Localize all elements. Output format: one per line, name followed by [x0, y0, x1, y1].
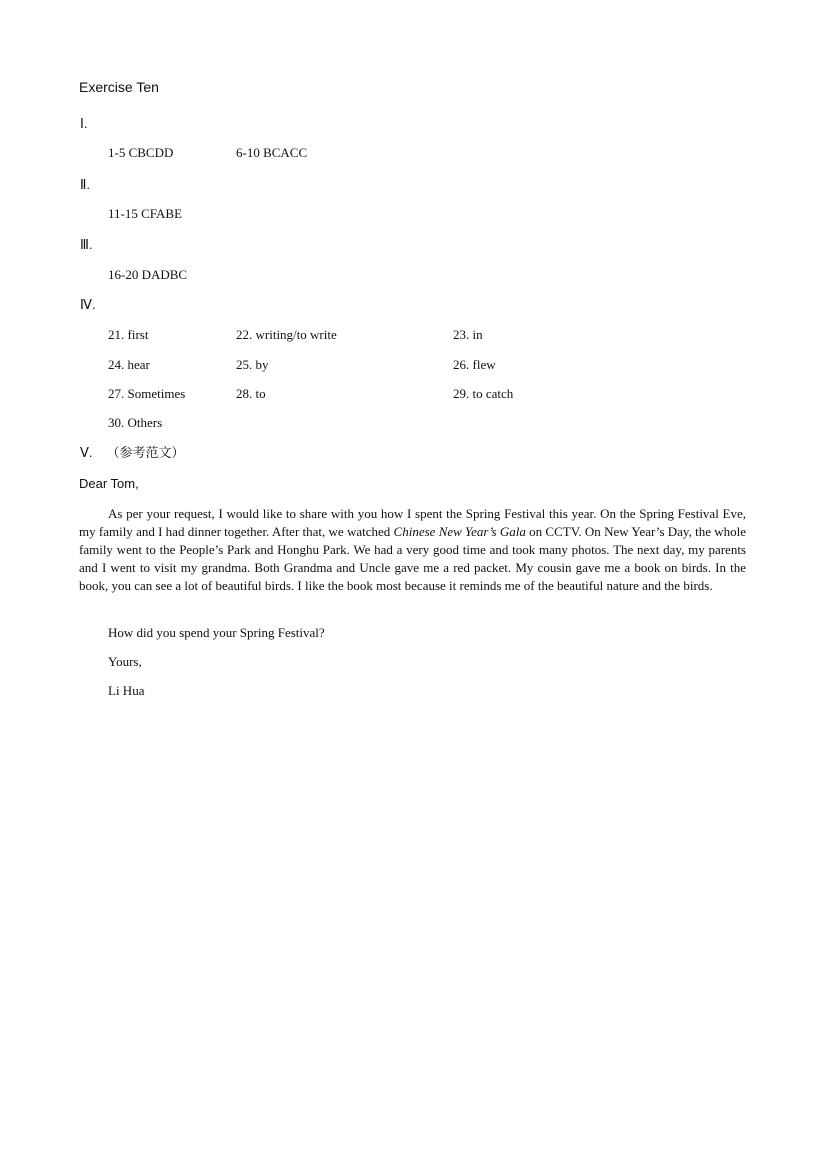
- answer-29: 29. to catch: [453, 386, 514, 401]
- letter-signature: Li Hua: [108, 683, 145, 698]
- section-2-numeral: Ⅱ.: [80, 177, 91, 192]
- answer-28: 28. to: [236, 386, 266, 401]
- section-5-note: （参考范文）: [106, 445, 185, 460]
- section-5-heading: [80, 445, 185, 461]
- answer-24: 24. hear: [108, 357, 150, 372]
- answer-30: 30. Others: [108, 415, 163, 430]
- letter-body: [79, 505, 746, 595]
- answer-6-10: 6-10 BCACC: [236, 145, 308, 160]
- letter-body-part1: As per your request, I would like to share with you how I spent the Spring Festival this year. On the Spring Festival Eve, my family and I had dinner together. After that, we watched: [79, 506, 746, 539]
- answer-22: 22. writing/to write: [236, 327, 337, 342]
- letter-question: How did you spend your Spring Festival?: [108, 625, 325, 640]
- section-4-numeral: Ⅳ.: [80, 297, 96, 312]
- letter-body-part2: on CCTV. On New Year’s Day, the whole family went to the People’s Park and Honghu Park. We had a very good time and took many photos. The next day, my parents and I went to visit my grandma. Both Grandma and Uncle gave me a red packet. My cousin gave me a book on birds. In the book, you can see a lot of beautiful birds. I like the book most because it reminds me of the beautiful nature and the birds.: [79, 524, 746, 593]
- answer-11-15: 11-15 CFABE: [108, 206, 183, 221]
- answer-21: 21. first: [108, 327, 149, 342]
- answer-1-5: 1-5 CBCDD: [108, 145, 174, 160]
- exercise-title: Exercise Ten: [79, 79, 159, 95]
- letter-body-show-title: Chinese New Year’s Gala: [393, 524, 526, 539]
- section-3-numeral: Ⅲ.: [80, 237, 93, 252]
- section-1-numeral: Ⅰ.: [80, 116, 88, 131]
- section-5-numeral: Ⅴ.: [80, 445, 93, 460]
- answer-23: 23. in: [453, 327, 483, 342]
- answer-16-20: 16-20 DADBC: [108, 267, 188, 282]
- answer-25: 25. by: [236, 357, 269, 372]
- answer-26: 26. flew: [453, 357, 496, 372]
- letter-greeting: Dear Tom,: [79, 476, 139, 491]
- letter-closing: Yours,: [108, 654, 142, 669]
- answer-27: 27. Sometimes: [108, 386, 186, 401]
